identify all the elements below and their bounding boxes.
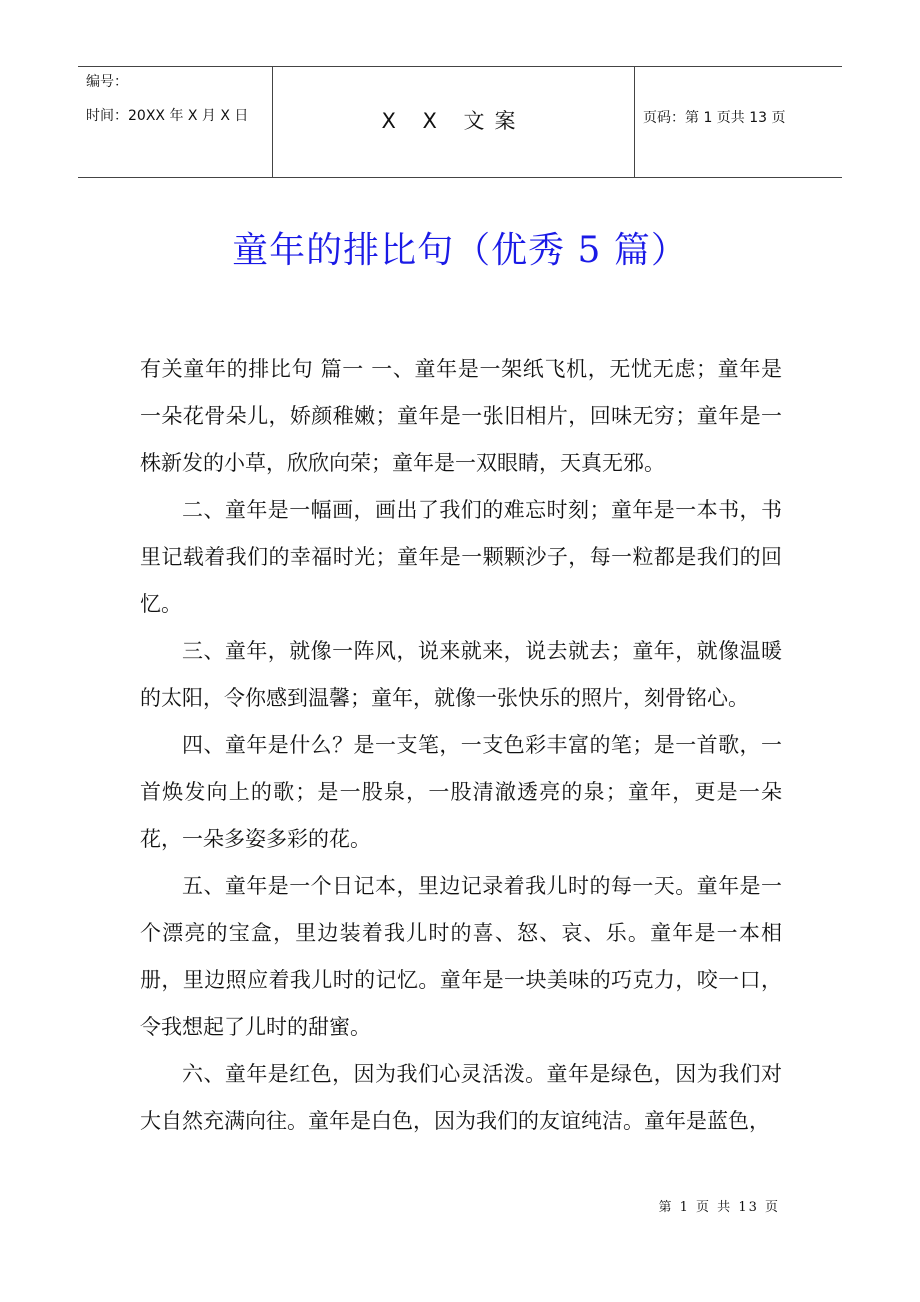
header-page-label: 页码：第 1 页共 13 页 <box>643 110 786 126</box>
header-page-cell <box>635 67 842 177</box>
paragraph-3: 三、童年，就像一阵风，说来就来，说去就去；童年，就像温暖的太阳，令你感到温馨；童年，就像一张快乐的照片，刻骨铭心。 <box>140 639 782 710</box>
paragraph-5: 五、童年是一个日记本，里边记录着我儿时的每一天。童年是一个漂亮的宝盒，里边装着我儿时的喜、怒、哀、乐。童年是一本相册，里边照应着我儿时的记忆。童年是一块美味的巧克力，咬一口，令我想起了儿时的甜蜜。 <box>140 874 782 1039</box>
document-time-label: 时间：20XX 年 X 月 X 日 <box>86 108 249 124</box>
header-meta-cell <box>78 67 273 177</box>
paragraph-6: 六、童年是红色，因为我们心灵活泼。童年是绿色，因为我们对大自然充满向往。童年是白色，因为我们的友谊纯洁。童年是蓝色， <box>140 1062 782 1133</box>
document-title: 童年的排比句（优秀 5 篇） <box>232 230 688 271</box>
document-number-label: 编号： <box>86 74 128 90</box>
document-body <box>140 346 782 1145</box>
page-footer: 第 1 页 共 13 页 <box>658 1200 780 1215</box>
paragraph-2: 二、童年是一幅画，画出了我们的难忘时刻；童年是一本书，书里记载着我们的幸福时光；童年是一颗颗沙子，每一粒都是我们的回忆。 <box>140 498 782 616</box>
header-title-cell <box>273 67 635 177</box>
header-center-title: X X 文案 <box>381 109 526 133</box>
paragraph-4: 四、童年是什么？是一支笔，一支色彩丰富的笔；是一首歌，一首焕发向上的歌；是一股泉，一股清澈透亮的泉；童年，更是一朵花，一朵多姿多彩的花。 <box>140 733 782 851</box>
paragraph-1: 有关童年的排比句 篇一 一、童年是一架纸飞机，无忧无虑；童年是一朵花骨朵儿，娇颜稚嫩；童年是一张旧相片，回味无穷；童年是一株新发的小草，欣欣向荣；童年是一双眼睛，天真无邪。 <box>140 357 782 475</box>
document-header <box>78 66 842 178</box>
